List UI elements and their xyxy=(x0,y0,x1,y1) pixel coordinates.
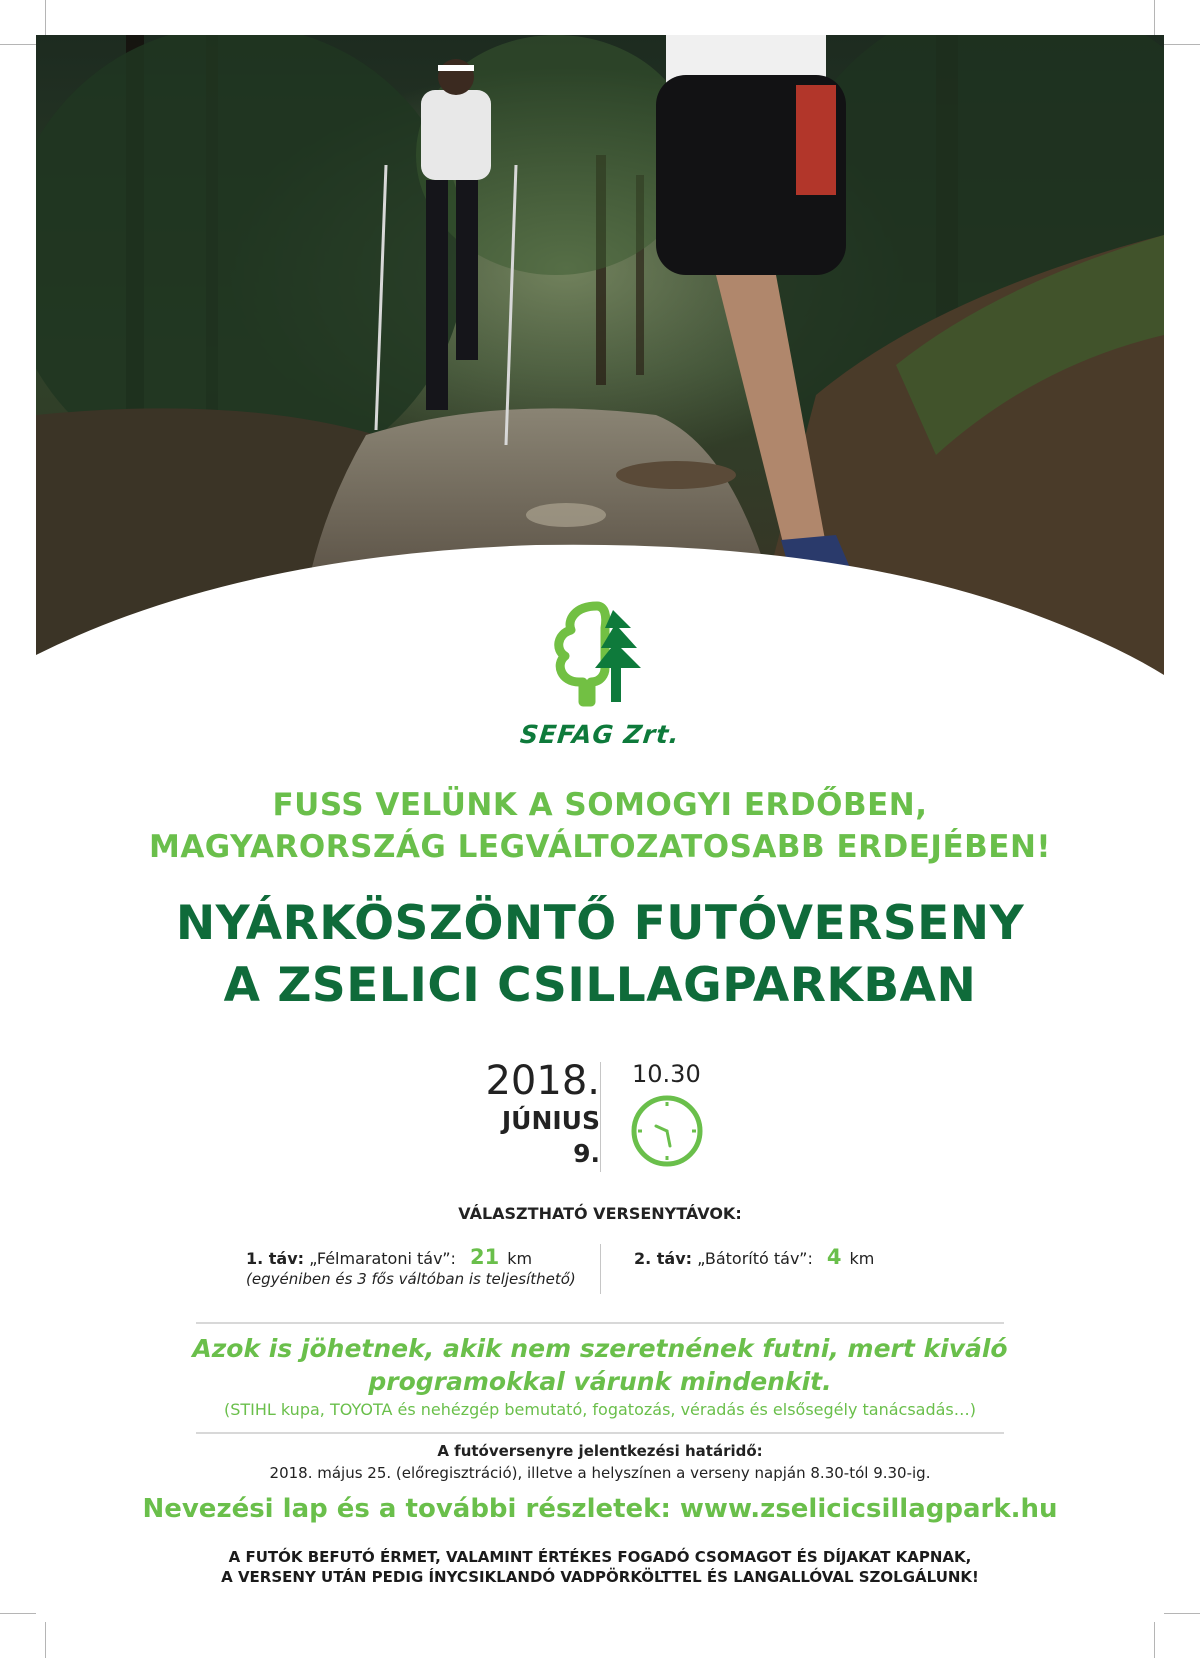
event-time: 10.30 xyxy=(632,1060,701,1088)
crop-mark xyxy=(1154,0,1155,35)
distances-heading: VÁLASZTHATÓ VERSENYTÁVOK: xyxy=(458,1204,742,1223)
tree-logo-icon xyxy=(535,598,665,718)
distance-1-prefix: 1. táv: xyxy=(246,1249,305,1268)
crop-mark xyxy=(0,1613,36,1614)
event-date xyxy=(440,1058,600,1170)
date-day: 9. xyxy=(573,1139,600,1168)
divider-top xyxy=(196,1322,1004,1324)
distance-1-name: „Félmaratoni táv”: xyxy=(309,1249,456,1268)
footer-line2: A VERSENY UTÁN PEDIG ÍNYCSIKLANDÓ VADPÖRKÖLTTEL ÉS LANGALLÓVAL SZOLGÁLUNK! xyxy=(221,1568,979,1586)
registration-link[interactable]: Nevezési lap és a további részletek: www.zselicicsillagpark.hu xyxy=(142,1494,1058,1524)
footer-text xyxy=(0,1547,1200,1587)
deadline-heading: A futóversenyre jelentkezési határidő: xyxy=(437,1442,763,1460)
distance-2-prefix: 2. táv: xyxy=(634,1249,693,1268)
crop-mark xyxy=(45,1622,46,1658)
distance-2-name: „Bátorító táv”: xyxy=(697,1249,813,1268)
crop-mark xyxy=(1164,1613,1200,1614)
divider-bottom xyxy=(196,1432,1004,1434)
tagline xyxy=(0,784,1200,868)
distance-2-value: 4 xyxy=(826,1245,842,1269)
invite-line1: Azok is jöhetnek, akik nem szeretnének futni, mert kiváló xyxy=(192,1334,1008,1363)
footer-line1: A FUTÓK BEFUTÓ ÉRMET, VALAMINT ÉRTÉKES FOGADÓ CSOMAGOT ÉS DÍJAKAT KAPNAK, xyxy=(228,1548,972,1566)
title-line1: NYÁRKÖSZÖNTŐ FUTÓVERSENY xyxy=(175,896,1025,951)
logo-text: SEFAG Zrt. xyxy=(518,720,682,749)
distance-1-unit: km xyxy=(507,1249,533,1268)
distance-1 xyxy=(246,1245,532,1269)
distance-1-note: (egyéniben és 3 fős váltóban is teljesíthető) xyxy=(246,1270,576,1288)
crop-mark xyxy=(1154,1622,1155,1658)
date-time-divider xyxy=(600,1062,601,1172)
deadline-text: 2018. május 25. (előregisztráció), illetve a helyszínen a verseny napján 8.30-tól 9.30-ig. xyxy=(269,1464,931,1482)
page-title xyxy=(0,893,1200,1017)
clock-icon xyxy=(628,1092,706,1174)
distance-2-unit: km xyxy=(849,1249,875,1268)
date-month: JÚNIUS xyxy=(501,1106,600,1135)
tagline-line2: MAGYARORSZÁG LEGVÁLTOZATOSABB ERDEJÉBEN! xyxy=(148,829,1052,865)
programs-list: (STIHL kupa, TOYOTA és nehézgép bemutató, fogatozás, véradás és elsősegély tanácsadás…) xyxy=(223,1400,977,1419)
invite-text xyxy=(0,1332,1200,1398)
crop-mark xyxy=(1164,44,1200,45)
distance-1-value: 21 xyxy=(469,1245,500,1269)
invite-line2: programokkal várunk mindenkit. xyxy=(368,1367,832,1396)
tagline-line1: FUSS VELÜNK A SOMOGYI ERDŐBEN, xyxy=(272,787,928,823)
crop-mark xyxy=(0,44,36,45)
distance-2 xyxy=(634,1245,874,1269)
date-year: 2018. xyxy=(485,1058,600,1104)
title-line2: A ZSELICI CSILLAGPARKBAN xyxy=(223,958,977,1013)
crop-mark xyxy=(45,0,46,35)
sefag-logo xyxy=(512,598,688,758)
distance-divider xyxy=(600,1244,601,1294)
